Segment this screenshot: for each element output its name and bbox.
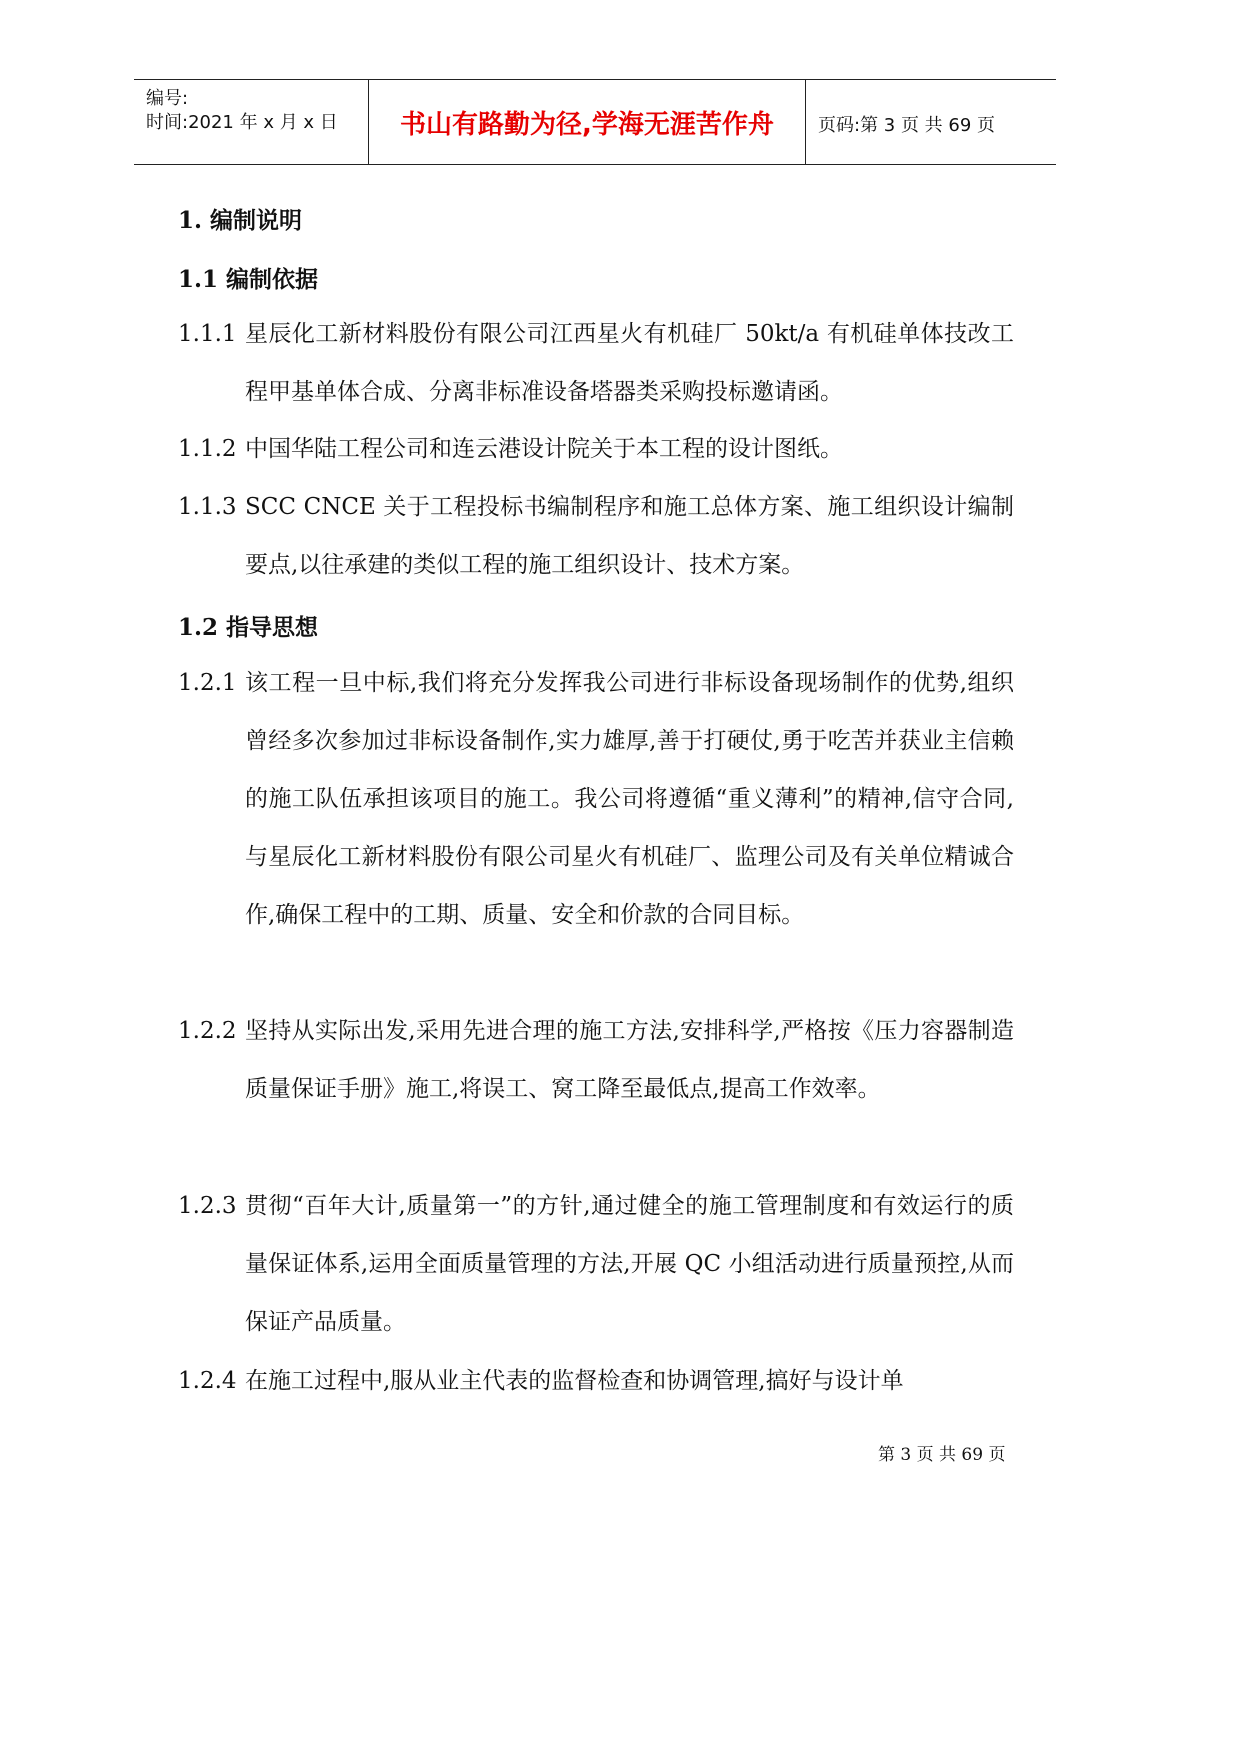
section-heading-1-1: 1.1 编制依据 xyxy=(178,266,319,293)
list-item xyxy=(178,478,1014,594)
header-page-info: 页码:第 3 页 共 69 页 xyxy=(818,115,996,136)
page-footer: 第 3 页 共 69 页 xyxy=(878,1445,1006,1465)
item-text: 坚持从实际出发,采用先进合理的施工方法,安排科学,严格按《压力容器制造质量保证手册》施工,将误工、窝工降至最低点,提高工作效率。 xyxy=(245,1018,1014,1102)
list-item xyxy=(178,1002,1014,1118)
item-number: 1.1.2 xyxy=(178,436,237,462)
header-info-cell xyxy=(134,80,368,164)
document-number-label: 编号: xyxy=(146,88,189,109)
item-text: 中国华陆工程公司和连云港设计院关于本工程的设计图纸。 xyxy=(245,436,843,462)
item-text: 该工程一旦中标,我们将充分发挥我公司进行非标设备现场制作的优势,组织曾经多次参加过非标设备制作,实力雄厚,善于打硬仗,勇于吃苦并获业主信赖的施工队伍承担该项目的施工。我公司将遵循“重义薄利”的精神,信守合同,与星辰化工新材料股份有限公司星火有机硅厂、监理公司及有关单位精诚合作,确保工程中的工期、质量、安全和价款的合同目标。 xyxy=(245,670,1014,928)
header-page-cell xyxy=(806,80,1056,164)
list-item xyxy=(178,654,1014,944)
list-item xyxy=(178,1352,1014,1410)
item-number: 1.2.4 xyxy=(178,1368,237,1394)
item-text: SCC CNCE 关于工程投标书编制程序和施工总体方案、施工组织设计编制要点,以往承建的类似工程的施工组织设计、技术方案。 xyxy=(245,494,1014,578)
item-number: 1.1.1 xyxy=(178,321,237,347)
section-heading-1: 1. 编制说明 xyxy=(178,207,303,234)
item-number: 1.2.3 xyxy=(178,1193,237,1219)
document-time-label: 时间:2021 年 x 月 x 日 xyxy=(146,112,338,133)
list-item xyxy=(178,305,1014,421)
list-item xyxy=(178,420,1014,478)
item-number: 1.2.1 xyxy=(178,670,237,696)
item-number: 1.2.2 xyxy=(178,1018,237,1044)
header-motto-cell xyxy=(368,80,806,164)
item-text: 贯彻“百年大计,质量第一”的方针,通过健全的施工管理制度和有效运行的质量保证体系,运用全面质量管理的方法,开展 QC 小组活动进行质量预控,从而保证产品质量。 xyxy=(245,1193,1014,1335)
list-item xyxy=(178,1177,1014,1351)
section-heading-1-2: 1.2 指导思想 xyxy=(178,614,319,641)
document-header xyxy=(134,79,1056,165)
item-number: 1.1.3 xyxy=(178,494,237,520)
header-motto: 书山有路勤为径,学海无涯苦作舟 xyxy=(400,110,774,140)
item-text: 在施工过程中,服从业主代表的监督检查和协调管理,搞好与设计单 xyxy=(245,1368,904,1394)
item-text: 星辰化工新材料股份有限公司江西星火有机硅厂 50kt/a 有机硅单体技改工程甲基单体合成、分离非标准设备塔器类采购投标邀请函。 xyxy=(245,321,1014,405)
